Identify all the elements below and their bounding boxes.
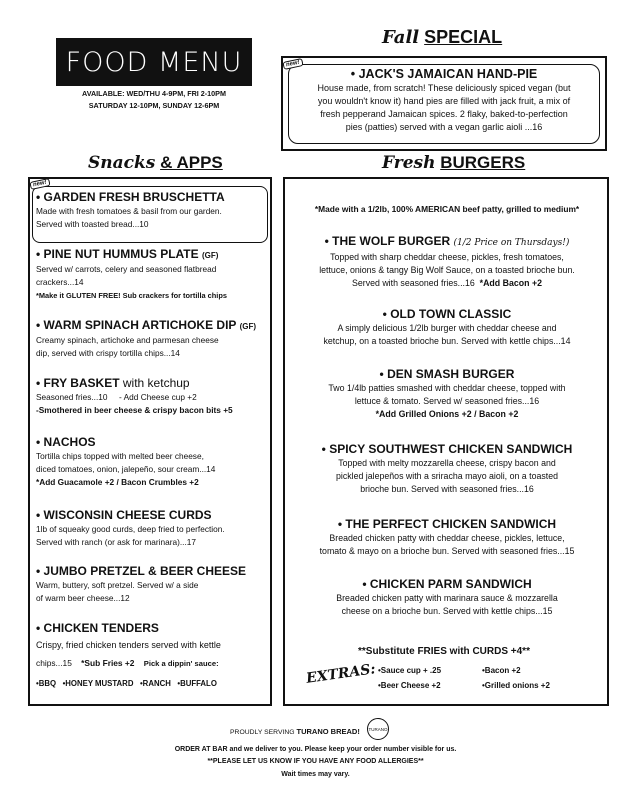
- item-line: pickled jalepeños with a sriracha mayo aioli, on a toasted: [335, 471, 558, 481]
- item-line: [290, 277, 604, 290]
- sauce-list: [36, 673, 268, 695]
- item-line: Breaded chicken patty with marinara sauce & mozzarella: [336, 593, 558, 603]
- item-line: Warm, buttery, soft pretzel. Served w/ a side: [36, 580, 199, 590]
- availability-line: AVAILABLE: WED/THU 4-9PM, FRI 2-10PM: [82, 89, 226, 98]
- menu-item-fry-basket: [36, 376, 268, 417]
- item-title: • JUMBO PRETZEL & BEER CHEESE: [36, 564, 247, 578]
- item-line: A simply delicious 1/2lb burger with cheddar cheese and: [337, 323, 557, 333]
- item-line: *Add Guacamole +2 / Bacon Crumbles +2: [36, 477, 199, 487]
- menu-item-pretzel: [36, 564, 268, 605]
- extra-option: •Grilled onions +2: [482, 681, 550, 690]
- desc-line: you wouldn't know it) hand pies are filled with jack fruit, a mix of: [317, 96, 571, 106]
- item-line: 1lb of squeaky good curds, deep fried to perfection.: [36, 524, 225, 534]
- item-title-text: • PINE NUT HUMMUS PLATE: [36, 247, 199, 261]
- tenders-price: chips...15: [36, 658, 72, 668]
- snacks-heading: [88, 153, 223, 173]
- snacks-heading-lead: Snacks: [88, 153, 156, 173]
- item-title: • GARDEN FRESH BRUSCHETTA: [36, 190, 225, 204]
- desc-line: fresh pepperand Jamaican spices. 2 flaky, baked-to-perfection: [320, 109, 568, 119]
- menu-item-spinach-dip: [36, 318, 268, 360]
- item-line: crackers...14: [36, 277, 84, 287]
- menu-item-southwest-chicken: [290, 441, 604, 496]
- item-line: of warm beer cheese...12: [36, 593, 130, 603]
- special-item: [288, 64, 600, 144]
- item-title: • WISCONSIN CHEESE CURDS: [36, 508, 212, 522]
- special-heading-main: SPECIAL: [424, 27, 503, 47]
- burgers-heading-main: BURGERS: [440, 153, 526, 172]
- allergy-notice: **PLEASE LET US KNOW IF YOU HAVE ANY FOOD ALLERGIES**: [207, 758, 424, 765]
- item-line: Topped with sharp cheddar cheese, pickles, fresh tomatoes,: [330, 252, 564, 262]
- beef-note: *Made with a 1/2lb, 100% AMERICAN beef patty, grilled to medium*: [314, 204, 580, 214]
- menu-item-cheese-curds: [36, 508, 268, 549]
- menu-item-old-town: [290, 306, 604, 348]
- item-line: brioche bun. Served with seasoned fries...16: [360, 484, 534, 494]
- item-title: [36, 247, 268, 263]
- item-line: Breaded chicken patty with cheddar cheese, pickles, lettuce,: [329, 533, 565, 543]
- item-line: Crispy, fried chicken tenders served with kettle: [36, 640, 221, 650]
- menu-item-hummus: [36, 247, 268, 302]
- snacks-heading-main: & APPS: [160, 153, 223, 172]
- gf-tag: (GF): [202, 251, 219, 260]
- sauce-option: •BUFFALO: [177, 679, 217, 688]
- item-price-text: Served with seasoned fries...16: [352, 278, 475, 288]
- sauce-option: •RANCH: [139, 679, 171, 688]
- item-title-text: • WARM SPINACH ARTICHOKE DIP: [36, 318, 237, 332]
- extra-option: •Beer Cheese +2: [378, 681, 441, 690]
- item-line: diced tomatoes, onion, jalepeño, sour cream...14: [36, 464, 216, 474]
- turano-line: [230, 727, 360, 736]
- item-title: • OLD TOWN CLASSIC: [382, 307, 512, 321]
- item-line: cheese on a brioche bun. Served with kettle chips...15: [341, 606, 553, 616]
- item-line: -Smothered in beer cheese & crispy bacon bits +5: [36, 405, 233, 415]
- tenders-sauce-label: Pick a dippin' sauce:: [143, 659, 219, 668]
- menu-item-nachos: [36, 435, 268, 489]
- substitute-note: **Substitute FRIES with CURDS +4**: [358, 646, 530, 657]
- tenders-sub-fries: *Sub Fries +2: [81, 658, 135, 668]
- menu-item-wolf-burger: [290, 233, 604, 290]
- special-heading-lead: Fall: [382, 27, 420, 48]
- item-title-note: (1/2 Price on Thursdays!): [453, 238, 570, 248]
- item-line: Served with toasted bread...10: [36, 219, 149, 229]
- item-line: Creamy spinach, artichoke and parmesan cheese: [36, 335, 219, 345]
- availability-line: SATURDAY 12-10PM, SUNDAY 12-6PM: [88, 101, 220, 110]
- turano-logo: TURANO: [367, 718, 389, 740]
- item-line: dip, served with crispy tortilla chips...14: [36, 348, 180, 358]
- turano-name: TURANO BREAD!: [296, 727, 360, 736]
- item-title: • CHICKEN TENDERS: [36, 621, 159, 635]
- new-badge: new!: [282, 58, 303, 70]
- special-item-title: • JACK'S JAMAICAN HAND-PIE: [350, 67, 538, 81]
- special-heading: [382, 27, 502, 48]
- extra-option: •Sauce cup + .25: [378, 666, 442, 675]
- new-badge: new!: [29, 178, 50, 190]
- wait-notice: Wait times may vary.: [281, 771, 350, 778]
- item-title-text: • FRY BASKET: [36, 376, 120, 390]
- item-line: *Add Grilled Onions +2 / Bacon +2: [375, 409, 519, 419]
- sauce-option: •HONEY MUSTARD: [62, 679, 134, 688]
- item-title: • SPICY SOUTHWEST CHICKEN SANDWICH: [321, 442, 573, 456]
- item-title: • NACHOS: [36, 435, 96, 449]
- desc-line: pies (patties) served with a vegan garlic aioli ...16: [345, 122, 543, 132]
- item-addon: *Add Bacon +2: [479, 278, 542, 288]
- item-line: Topped with melty mozzarella cheese, crispy bacon and: [338, 458, 556, 468]
- menu-item-bruschetta: [36, 190, 268, 231]
- item-title: [290, 233, 604, 251]
- menu-item-den-smash: [290, 366, 604, 421]
- item-title: • DEN SMASH BURGER: [379, 367, 515, 381]
- item-line: Seasoned fries...10 - Add Cheese cup +2: [36, 392, 197, 402]
- item-line: Served with ranch (or ask for marinara)...17: [36, 537, 197, 547]
- item-line: Served w/ carrots, celery and seasoned flatbread: [36, 264, 217, 274]
- proudly-serving: PROUDLY SERVING: [230, 729, 295, 736]
- extras-label: EXTRAS:: [305, 661, 377, 687]
- item-title: • CHICKEN PARM SANDWICH: [362, 577, 532, 591]
- item-line: lettuce, onions & tangy Big Wolf Sauce, on a toasted brioche bun.: [319, 265, 575, 275]
- item-title-text: • THE WOLF BURGER: [324, 234, 451, 248]
- item-note: *Make it GLUTEN FREE! Sub crackers for tortilla chips: [36, 291, 227, 300]
- order-instructions: ORDER AT BAR and we deliver to you. Please keep your order number visible for us.: [174, 746, 457, 753]
- desc-line: House made, from scratch! These deliciously spiced vegan (but: [317, 83, 571, 93]
- special-item-description: [293, 82, 595, 134]
- item-line: Two 1/4lb patties smashed with cheddar cheese, topped with: [328, 383, 566, 393]
- item-title: • THE PERFECT CHICKEN SANDWICH: [337, 517, 557, 531]
- item-line: lettuce & tomato. Served w/ seasoned fries...16: [354, 396, 540, 406]
- item-title: [36, 376, 268, 391]
- burgers-heading-lead: Fresh: [382, 153, 436, 173]
- extra-option: •Bacon +2: [482, 666, 521, 675]
- item-line: [36, 654, 268, 673]
- burgers-heading: [382, 153, 525, 173]
- food-menu-logo: FOOD MENU: [56, 38, 252, 86]
- menu-item-perfect-chicken: [290, 516, 604, 558]
- availability-hours: [40, 88, 268, 112]
- item-line: tomato & mayo on a brioche bun. Served with seasoned fries...15: [319, 546, 575, 556]
- menu-item-chicken-parm: [290, 576, 604, 618]
- item-title-rest: with ketchup: [119, 376, 190, 390]
- item-line: ketchup, on a toasted brioche bun. Served with kettle chips...14: [323, 336, 571, 346]
- item-line: Made with fresh tomatoes & basil from our garden.: [36, 206, 222, 216]
- item-line: Tortilla chips topped with melted beer cheese,: [36, 451, 204, 461]
- sauce-option: •BBQ: [36, 679, 57, 688]
- gf-tag: (GF): [239, 322, 256, 331]
- menu-item-chicken-tenders: [36, 621, 268, 695]
- item-title: [36, 318, 268, 334]
